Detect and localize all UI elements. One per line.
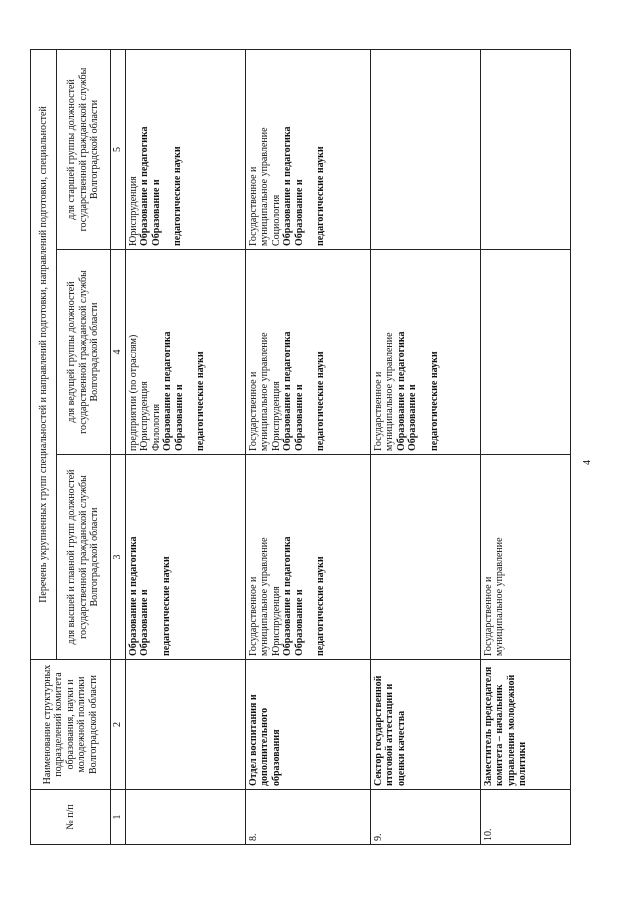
specialties-lead [245, 250, 370, 455]
row-num: 9. [370, 790, 480, 845]
header-name: Наименование структурных подразделений комитета образования, науки и молодежной политики Волгоградской области [31, 660, 111, 790]
specialty-line [305, 253, 315, 451]
specialty-line: Образование и педагогика [282, 331, 293, 451]
specialty-line [419, 253, 429, 451]
specialties-high [480, 455, 570, 660]
specialty-line: Образование и [173, 384, 185, 451]
table-row [480, 49, 570, 844]
specialty-line: педагогические науки [172, 146, 183, 246]
specialty-line: Образование и педагогика [395, 331, 407, 451]
specialty-line: муниципальное управление [384, 332, 395, 451]
specialties-high [370, 455, 480, 660]
specialty-line: Юриспруденция [270, 586, 282, 656]
specialty-line: Юриспруденция [139, 381, 150, 451]
specialty-line [185, 253, 195, 451]
specialty-line: Образование и [139, 589, 150, 656]
specialty-line: Юриспруденция [270, 381, 282, 451]
table-row [370, 49, 480, 844]
specialty-line [162, 53, 172, 246]
specialty-line: Образование и педагогика [282, 536, 293, 656]
specialty-line: Образование и педагогика [139, 126, 150, 246]
col-number: 1 [111, 790, 126, 845]
specialty-line: педагогические науки [428, 351, 440, 451]
specialty-line: Образование и [150, 179, 162, 246]
specialties-high [125, 455, 245, 660]
row-name: Заместитель председателя комитета – начальник управления молодежной политики [480, 660, 570, 790]
col-number: 4 [111, 250, 126, 455]
specialties-lead [125, 250, 245, 455]
specialties-lead [480, 250, 570, 455]
specialty-line [151, 458, 161, 656]
specialty-line: предприятии (по отраслям) [127, 334, 139, 451]
specialty-line: муниципальное управление [259, 127, 270, 246]
row-name: Сектор государственной итоговой аттестации и оценки качества [370, 660, 480, 790]
specialties-senior [370, 49, 480, 249]
specialty-line: Государственное и [247, 576, 259, 656]
header-num: № п/п [31, 790, 111, 845]
specialties-table [30, 49, 571, 845]
specialty-line: Филология [150, 403, 162, 451]
specialty-line [305, 53, 315, 246]
specialties-high [245, 455, 370, 660]
header-lead: для ведущей группы должностей государственной гражданской службы Волгоградской области [57, 250, 111, 455]
table-row [125, 49, 245, 844]
specialty-line: Государственное и [372, 371, 384, 451]
specialty-line: Образование и [293, 384, 305, 451]
specialty-line: педагогические науки [160, 556, 172, 656]
specialty-line: Образование и педагогика [162, 331, 173, 451]
specialty-line: Социология [270, 194, 282, 246]
specialties-lead [370, 250, 480, 455]
specialty-line: педагогические науки [315, 146, 326, 246]
col-number: 3 [111, 455, 126, 660]
specialty-line: Образование и педагогика [282, 126, 293, 246]
specialty-line [305, 458, 315, 656]
table-row [245, 49, 370, 844]
row-name [125, 660, 245, 790]
specialties-senior [245, 49, 370, 249]
row-num [125, 790, 245, 845]
row-num: 8. [245, 790, 370, 845]
header-senior: для старшей группы должностей государственной гражданской службы Волгоградской области [57, 49, 111, 249]
column-numbers-row [111, 49, 126, 844]
specialty-line: Образование и [407, 384, 418, 451]
row-name: Отдел воспитания и дополнительного образования [245, 660, 370, 790]
header-group: Перечень укрупненных групп специальностей и направлений подготовки, направлений подготовки, специальностей [31, 49, 57, 659]
specialty-line: Образование и [293, 179, 305, 246]
specialties-senior [125, 49, 245, 249]
specialty-line: педагогические науки [315, 556, 326, 656]
specialty-line: муниципальное управление [259, 332, 270, 451]
page-number: 4 [582, 460, 593, 465]
specialty-line: муниципальное управление [259, 537, 270, 656]
specialty-line: Государственное и [247, 371, 259, 451]
specialty-line: Государственное и [247, 166, 259, 246]
col-number: 2 [111, 660, 126, 790]
specialty-line: педагогические науки [195, 351, 206, 451]
header-high: для высшей и главной групп должностей государственной гражданской службы Волгоградской области [57, 455, 111, 660]
specialty-line: Государственное и [482, 576, 494, 656]
specialty-line: Юриспруденция [127, 176, 139, 246]
specialties-senior [480, 49, 570, 249]
specialty-line: Образование и [293, 589, 305, 656]
row-num: 10. [480, 790, 570, 845]
col-number: 5 [111, 49, 126, 249]
specialty-line: педагогические науки [315, 351, 326, 451]
specialty-line: муниципальное управление [494, 537, 505, 656]
specialty-line: Образование и педагогика [127, 536, 139, 656]
